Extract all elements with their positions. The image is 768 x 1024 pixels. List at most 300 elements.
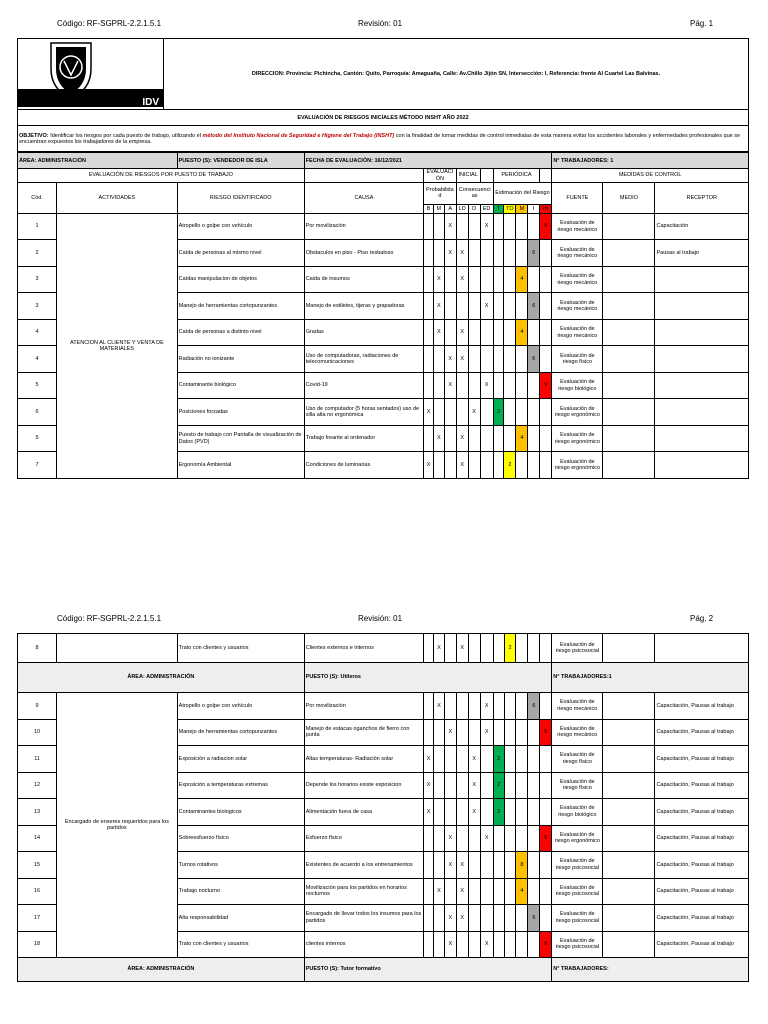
cell-prob-mark (444, 772, 456, 799)
cell-cons-mark (456, 399, 468, 426)
cell-prob-mark (424, 719, 434, 746)
cell-cons-mark (456, 213, 468, 240)
cell-cod: 11 (18, 746, 57, 773)
page2-sheet (17, 633, 749, 982)
table-row (18, 693, 749, 720)
cell-cons-mark (468, 693, 480, 720)
cell-prob-mark (433, 399, 444, 426)
cell-fuente: Evaluación de riesgo mecánico (552, 319, 603, 346)
cell-est (493, 346, 504, 373)
cell-receptor: Capacitación (655, 213, 749, 240)
cell-prob-mark: X (444, 213, 456, 240)
cell-prob-mark: X (444, 852, 456, 879)
cell-est (540, 852, 552, 879)
risk-level-badge: 4 (516, 319, 528, 346)
cell-cod: 5 (18, 372, 57, 399)
cell-fuente: Evaluación de riesgo mecánico (552, 293, 603, 320)
cell-medio (603, 719, 655, 746)
cell-prob-mark: X (424, 772, 434, 799)
risk-level-badge: 4 (516, 425, 528, 452)
subheader-a: A (444, 204, 456, 213)
cell-prob-mark: X (424, 452, 434, 479)
cell-causa: Existentes de acuerdo a los entrenamientos (304, 852, 423, 879)
cell-fuente: Evaluación de riesgo físico (552, 772, 603, 799)
cell-prob-mark (444, 634, 456, 663)
cell-prob-mark (444, 266, 456, 293)
risk-level-badge: 4 (516, 266, 528, 293)
cell-prob-mark (433, 719, 444, 746)
cell-cons-mark (468, 825, 480, 852)
cell-prob-mark: X (433, 425, 444, 452)
cell-prob-mark (424, 878, 434, 905)
cell-cons-mark (468, 266, 480, 293)
cell-prob-mark (433, 799, 444, 826)
risk-level-badge: 4 (516, 878, 528, 905)
cell-est (528, 634, 540, 663)
cell-fuente: Evaluación de riesgo ergonómico (552, 425, 603, 452)
cell-receptor (655, 346, 749, 373)
cell-medio (603, 346, 655, 373)
risk-level-badge: 6 (528, 905, 540, 932)
cell-prob-mark (433, 372, 444, 399)
cell-cons-mark (480, 905, 493, 932)
cell-causa: Por movilización (304, 213, 423, 240)
cell-est (528, 852, 540, 879)
cell-medio (603, 425, 655, 452)
cell-cons-mark (480, 634, 493, 663)
cell-prob-mark (433, 240, 444, 267)
cell-cod: 18 (18, 931, 57, 958)
subheader-ld: LD (456, 204, 468, 213)
cell-est (504, 346, 516, 373)
cell-medio (603, 852, 655, 879)
activity-cell: ATENCION AL CLIENTE Y VENTA DE MATERIALES (57, 213, 178, 478)
cell-medio (603, 266, 655, 293)
cell-prob-mark (444, 799, 456, 826)
cell-est (516, 346, 528, 373)
cell-est (504, 772, 516, 799)
cell-est (493, 719, 504, 746)
page1-header (0, 19, 768, 35)
trabajadores-label: N° TRABAJADORES: 1 (552, 153, 749, 169)
cell-medio (603, 213, 655, 240)
cell-prob-mark (433, 905, 444, 932)
cell-causa: Depende los horarios existe exposicion (304, 772, 423, 799)
cell-est (516, 799, 528, 826)
cell-cons-mark (468, 452, 480, 479)
cell-est (528, 399, 540, 426)
cell-prob-mark (433, 346, 444, 373)
cell-est (540, 452, 552, 479)
cell-prob-mark (433, 213, 444, 240)
cell-est (528, 452, 540, 479)
cell-cons-mark (468, 634, 480, 663)
cell-est (528, 799, 540, 826)
cell-medio (603, 825, 655, 852)
risk-level-badge: 6 (528, 693, 540, 720)
cell-cons-mark (480, 425, 493, 452)
cell-cons-mark (456, 293, 468, 320)
cell-cons-mark (480, 772, 493, 799)
cell-causa: Movilización para los partidos en horarios nocturnos (304, 878, 423, 905)
cell-est (540, 878, 552, 905)
cell-est (504, 852, 516, 879)
medidas-header: MEDIDAS DE CONTROL (552, 169, 749, 183)
cell-cod: 7 (18, 452, 57, 479)
cell-cons-mark (480, 799, 493, 826)
cell-est (504, 372, 516, 399)
cell-causa: Alimentación fuera de casa (304, 799, 423, 826)
cell-prob-mark (444, 452, 456, 479)
cell-fuente: Evaluación de riesgo mecánico (552, 240, 603, 267)
cell-cod: 3 (18, 293, 57, 320)
cell-cons-mark (480, 266, 493, 293)
cell-cons-mark (468, 319, 480, 346)
cell-prob-mark: X (444, 240, 456, 267)
col-estimacion: Estimación del Riesgo (493, 182, 552, 204)
cell-est (516, 452, 528, 479)
activity-cell (57, 634, 178, 663)
cell-cod: 14 (18, 825, 57, 852)
cell-est (516, 825, 528, 852)
cell-prob-mark: X (433, 693, 444, 720)
cell-medio (603, 772, 655, 799)
risk-level-badge: 2 (493, 799, 504, 826)
risk-level-badge: 6 (528, 293, 540, 320)
cell-riesgo: Radiación no ionizante (177, 346, 304, 373)
cell-cod: 1 (18, 213, 57, 240)
cell-est (540, 425, 552, 452)
cell-cons-mark: X (456, 878, 468, 905)
cell-cons-mark (468, 425, 480, 452)
cell-cons-mark (468, 878, 480, 905)
cell-prob-mark: X (433, 319, 444, 346)
cell-prob-mark (424, 852, 434, 879)
cell-riesgo: Alta responsabilidad (177, 905, 304, 932)
cell-cons-mark: X (456, 319, 468, 346)
cell-receptor: Capacitación, Pausas al trabajo (655, 693, 749, 720)
cell-fuente: Evaluación de riesgo físico (552, 346, 603, 373)
cell-cons-mark: X (468, 399, 480, 426)
cell-riesgo: Caídas manipulacion de objetos (177, 266, 304, 293)
cell-est (516, 240, 528, 267)
col-medio: MEDIO (603, 182, 655, 213)
cell-riesgo: Contaminante biológico (177, 372, 304, 399)
cell-prob-mark (424, 693, 434, 720)
cell-cod: 10 (18, 719, 57, 746)
direccion: DIRECCION: Provincia: Pichincha, Cantón: Quito, Parroquia: Amaguaña, Calle: Av.Chillo Jijón SN, Intersección: I, Referencia: frente Al Cuartel Las Balvinas. (164, 39, 749, 110)
cell-est (504, 425, 516, 452)
subheader-ed: ED (480, 204, 493, 213)
cell-cons-mark (456, 746, 468, 773)
cell-cons-mark: X (456, 425, 468, 452)
cell-fuente: Evaluación de riesgo psicosocial (552, 931, 603, 958)
cell-cons-mark: X (456, 240, 468, 267)
cell-est (528, 372, 540, 399)
cell-est (528, 719, 540, 746)
risk-level-badge: 2 (504, 452, 516, 479)
cell-receptor (655, 319, 749, 346)
risk-level-badge: 2 (493, 399, 504, 426)
cell-causa: Trabajo freante al ordenador (304, 425, 423, 452)
cell-prob-mark (444, 878, 456, 905)
cell-est (504, 293, 516, 320)
cell-est (504, 213, 516, 240)
cell-est (504, 931, 516, 958)
cell-est (493, 693, 504, 720)
cell-prob-mark: X (424, 746, 434, 773)
subheader-to: TO (504, 204, 516, 213)
cell-causa: Uso de computadoras, radiaciones de telecomunicaciones (304, 346, 423, 373)
cell-est (493, 213, 504, 240)
cell-prob-mark (424, 931, 434, 958)
cell-riesgo: Atropello o golpe con vehículo (177, 213, 304, 240)
risk-level-badge: 9 (540, 372, 552, 399)
cell-cons-mark: X (480, 931, 493, 958)
cell-receptor: Capacitación, Pausas al trabajo (655, 719, 749, 746)
cell-est (540, 240, 552, 267)
cell-est (540, 746, 552, 773)
cell-receptor: Capacitación, Pausas al trabajo (655, 772, 749, 799)
cell-est (516, 213, 528, 240)
cell-medio (603, 693, 655, 720)
risk-table-p2 (17, 633, 749, 982)
col-fuente: FUENTE (552, 182, 603, 213)
cell-cons-mark (480, 319, 493, 346)
cell-prob-mark (424, 634, 434, 663)
cell-est (504, 825, 516, 852)
risk-level-badge: 6 (528, 346, 540, 373)
cell-est (528, 772, 540, 799)
cell-prob-mark (433, 452, 444, 479)
cell-riesgo: Caída de personas al mismo nivel (177, 240, 304, 267)
cell-riesgo: Manejo de herramientas cortopunzantes (177, 719, 304, 746)
cell-riesgo: Ergonomía Ambiental (177, 452, 304, 479)
risk-table-p1 (17, 152, 749, 479)
cell-cons-mark (456, 825, 468, 852)
cell-prob-mark (424, 213, 434, 240)
cell-cod: 9 (18, 693, 57, 720)
cell-cons-mark: X (456, 452, 468, 479)
cell-est (516, 372, 528, 399)
cell-receptor: Capacitación, Pausas al trabajo (655, 799, 749, 826)
subheader-d: D (468, 204, 480, 213)
cell-fuente: Evaluación de riesgo ergonómico (552, 452, 603, 479)
cell-medio (603, 746, 655, 773)
cell-cons-mark (468, 346, 480, 373)
cell-cons-mark: X (456, 634, 468, 663)
cell-cod: 17 (18, 905, 57, 932)
col-cod: Cód. (18, 182, 57, 213)
col-consecuencias: Consecuencias (456, 182, 493, 204)
cell-medio (603, 293, 655, 320)
risk-level-badge: 9 (540, 931, 552, 958)
cell-riesgo: Trato con clientes y usuarios (177, 634, 304, 663)
cell-medio (603, 878, 655, 905)
subheader-b: B (424, 204, 434, 213)
inicial-header: INICIAL (456, 169, 480, 183)
col-riesgo: RIESGO IDENTIFICADO (177, 182, 304, 213)
risk-level-badge: 2 (493, 746, 504, 773)
cell-fuente: Evaluación de riesgo psicosocial (552, 878, 603, 905)
risk-level-badge: 9 (540, 719, 552, 746)
cell-est (493, 293, 504, 320)
cell-est (528, 213, 540, 240)
cell-medio (603, 634, 655, 663)
cell-est (540, 905, 552, 932)
cell-riesgo: Caída de personas a distinto nivel (177, 319, 304, 346)
risk-level-badge: 6 (528, 240, 540, 267)
cell-est (504, 878, 516, 905)
cell-cons-mark (480, 452, 493, 479)
cell-cod: 8 (18, 634, 57, 663)
cell-causa: Esfuerzo físico (304, 825, 423, 852)
risk-level-badge: 2 (493, 772, 504, 799)
cell-cons-mark: X (456, 852, 468, 879)
cell-est (504, 319, 516, 346)
cell-fuente: Evaluación de riesgo ergonómico (552, 825, 603, 852)
cell-prob-mark (433, 852, 444, 879)
subheader-t: T (493, 204, 504, 213)
cell-fuente: Evaluación de riesgo mecánico (552, 266, 603, 293)
cell-cons-mark (468, 931, 480, 958)
cell-prob-mark (424, 266, 434, 293)
area-label-p2: ÁREA: ADMINISTRACIÓN (18, 663, 305, 693)
cell-receptor (655, 266, 749, 293)
cell-cons-mark: X (468, 772, 480, 799)
cell-est (540, 799, 552, 826)
cell-est (516, 293, 528, 320)
cell-fuente: Evaluación de riesgo físico (552, 746, 603, 773)
evaluacion-header: EVALUACIÓN (424, 169, 457, 183)
cell-riesgo: Manejo de herramientas cortopunzantes (177, 293, 304, 320)
cell-prob-mark (433, 772, 444, 799)
cell-prob-mark (444, 319, 456, 346)
cell-riesgo: Exposición a temperaturas extremas (177, 772, 304, 799)
cell-fuente: Evaluación de riesgo psicosocial (552, 905, 603, 932)
doc-revision-p2: Revisión: 01 (358, 614, 403, 623)
puesto-label-p2: PUESTO (S): Utileros (304, 663, 552, 693)
cell-causa: clientes internos (304, 931, 423, 958)
cell-cons-mark (456, 799, 468, 826)
cell-est (504, 746, 516, 773)
cell-cons-mark (480, 346, 493, 373)
cell-cons-mark: X (456, 905, 468, 932)
cell-cons-mark: X (480, 372, 493, 399)
cell-est (516, 719, 528, 746)
cell-cons-mark (468, 293, 480, 320)
cell-causa: Uso de computador (5 horas sentados) uso de silla alta no ergonómica (304, 399, 423, 426)
cell-fuente: Evaluación de riesgo mecánico (552, 719, 603, 746)
cell-prob-mark (444, 399, 456, 426)
cell-est (516, 746, 528, 773)
cell-cons-mark: X (480, 825, 493, 852)
doc-code-p2: Código: RF-SGPRL-2.2.1.5.1 (57, 614, 162, 623)
cell-causa: Manejo de estiletes, tijeras y grapadoras (304, 293, 423, 320)
cell-cons-mark (480, 399, 493, 426)
cell-riesgo: Puesto de trabajo con Pantalla de visualización de Datos (PVD) (177, 425, 304, 452)
cell-prob-mark: X (424, 399, 434, 426)
cell-causa: Gradas (304, 319, 423, 346)
cell-est (528, 878, 540, 905)
cell-cod: 3 (18, 266, 57, 293)
cell-medio (603, 905, 655, 932)
cell-medio (603, 319, 655, 346)
cell-causa: Condiciones de luminarias (304, 452, 423, 479)
cell-fuente: Evaluación de riesgo mecánico (552, 213, 603, 240)
cell-est (516, 399, 528, 426)
cell-est (504, 266, 516, 293)
cell-cod: 12 (18, 772, 57, 799)
cell-cons-mark (480, 240, 493, 267)
puesto-label: PUESTO (S): VENDEDOR DE ISLA (177, 153, 304, 169)
cell-prob-mark: X (433, 266, 444, 293)
cell-causa: Obstaculos en piso - Piso resbaloso (304, 240, 423, 267)
cell-receptor (655, 293, 749, 320)
header-table (17, 38, 749, 152)
cell-est (540, 293, 552, 320)
risk-level-badge: 2 (504, 634, 516, 663)
cell-est (528, 425, 540, 452)
cell-est (493, 634, 504, 663)
risk-level-badge: 8 (516, 852, 528, 879)
cell-cons-mark (468, 852, 480, 879)
cell-est (493, 852, 504, 879)
risk-level-badge: 9 (540, 213, 552, 240)
col-probabilidad: Probabilidad (424, 182, 457, 204)
cell-causa: Clientes externos e internos (304, 634, 423, 663)
page-number: Pág. 1 (690, 19, 714, 28)
table-row (18, 634, 749, 663)
cell-medio (603, 452, 655, 479)
club-logo (18, 39, 164, 110)
cell-est (516, 693, 528, 720)
cell-fuente: Evaluación de riesgo psicosocial (552, 634, 603, 663)
cell-est (493, 452, 504, 479)
cell-est (493, 425, 504, 452)
cell-causa: Altas temperaturas- Radiación solar (304, 746, 423, 773)
cell-cons-mark (480, 852, 493, 879)
cell-est (528, 319, 540, 346)
cell-cons-mark (468, 372, 480, 399)
cell-prob-mark (424, 425, 434, 452)
cell-cons-mark (456, 693, 468, 720)
cell-est (493, 825, 504, 852)
cell-riesgo: Trato con clientes y usuarios (177, 931, 304, 958)
cell-prob-mark (424, 905, 434, 932)
cell-prob-mark: X (433, 878, 444, 905)
cell-receptor (655, 425, 749, 452)
subheader-in: IN (540, 204, 552, 213)
logo-text: IDV (142, 97, 159, 108)
cell-cons-mark (480, 878, 493, 905)
page1-sheet (17, 38, 749, 479)
cell-cons-mark: X (480, 719, 493, 746)
page-number-p2: Pág. 2 (690, 614, 714, 623)
cell-receptor: Capacitación, Pausas al trabajo (655, 746, 749, 773)
subheader-i: I (528, 204, 540, 213)
col-causa: CAUSA (304, 182, 423, 213)
cell-est (540, 772, 552, 799)
cell-prob-mark (444, 293, 456, 320)
cell-est (540, 346, 552, 373)
cell-est (493, 319, 504, 346)
page2-header (0, 614, 768, 630)
cell-cons-mark: X (480, 213, 493, 240)
cell-fuente: Evaluación de riesgo psicosocial (552, 852, 603, 879)
cell-est (504, 719, 516, 746)
cell-est (504, 905, 516, 932)
